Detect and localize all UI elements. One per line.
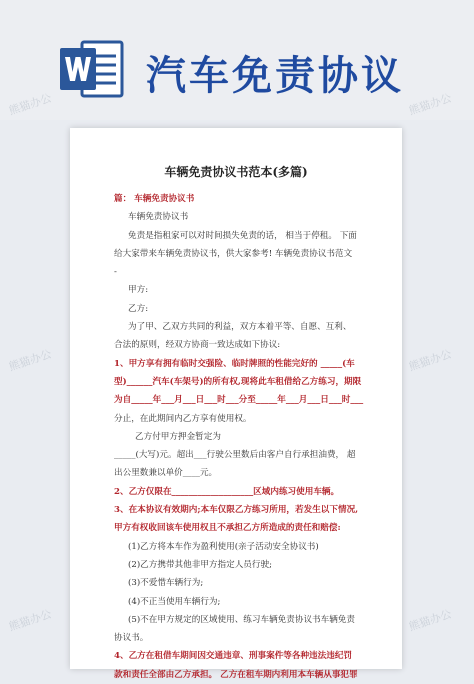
document-body <box>114 190 364 684</box>
document-page <box>70 128 402 680</box>
clause-line: 甲方有权收回该车使用权且不承担乙方所造成的责任和赔偿: <box>114 523 341 534</box>
clause-line: 4、乙方在租借车期间因交通违章、刑事案件等各种违法违纪罚 <box>114 651 353 662</box>
word-document-icon <box>58 40 124 98</box>
watermark: 熊猫办公 <box>407 347 454 374</box>
watermark: 熊猫办公 <box>407 607 454 634</box>
header-banner <box>0 0 474 120</box>
clause-line: 3、在本协议有效期内;本车仅限乙方练习所用，若发生以下情况, <box>114 505 359 516</box>
section-heading: 篇： 车辆免责协议书 <box>114 194 195 204</box>
clause-line: 1、甲方享有拥有临时交强险、临时牌照的性能完好的 _____(车 <box>114 358 355 369</box>
document-title: 车辆免责协议书范本(多篇) <box>164 165 308 179</box>
page-title: 汽车免责协议 <box>146 53 404 99</box>
paragraph-line: 车辆免责协议书 <box>128 212 189 223</box>
watermark: 熊猫办公 <box>407 91 454 118</box>
paragraph-line: 免责是指租家可以对时间损失免责的话， 相当于停租。 下面 <box>128 230 357 241</box>
list-item: (5)不在甲方规定的区域使用、练习车辆免责协议书车辆免责 <box>128 614 356 625</box>
paragraph-line: 合法的原则，经双方协商一致达成如下协议: <box>114 340 281 351</box>
paragraph-line: 为了甲、乙双方共同的利益，双方本着平等、自愿、互利、 <box>128 322 352 333</box>
paragraph-line: _____(大写)元。超出___行驶公里数后由客户自行承担油费， 超 <box>114 450 356 461</box>
party-b-label: 乙方: <box>128 303 149 314</box>
list-item: (3)不爱惜车辆行为; <box>128 578 204 589</box>
list-item: (1)乙方将本车作为盈利使用(亲子活动安全协议书) <box>128 541 319 552</box>
clause-line: 为自_____年___月___日___时___分至_____年___月___日___时___ <box>114 395 364 406</box>
watermark: 熊猫办公 <box>7 91 54 118</box>
list-item: (2)乙方携带其他非甲方指定人员行驶; <box>128 559 272 570</box>
watermark: 熊猫办公 <box>7 607 54 634</box>
paragraph-line: 给大家带来车辆免责协议书，供大家参考! 车辆免责协议书范文 <box>114 248 353 259</box>
clause-line: 2、乙方仅限在___________________区域内练习使用车辆。 <box>114 486 340 497</box>
paragraph-line: 分止，在此期间内乙方享有使用权。 <box>114 413 252 424</box>
paragraph-line: 出公里数兼以单价____元。 <box>114 468 218 479</box>
paragraph-line: 协议书。 <box>114 633 149 644</box>
watermark: 熊猫办公 <box>7 347 54 374</box>
list-item: (4)不正当使用车辆行为; <box>128 596 221 607</box>
clause-line: 型)______汽车(车架号)的所有权,现将此车租借给乙方练习，期限 <box>114 376 362 387</box>
paragraph-line: 乙方付甲方押金暂定为 <box>135 431 221 442</box>
paragraph-line: - <box>114 267 117 278</box>
party-a-label: 甲方: <box>128 285 149 296</box>
clause-line: 款和责任全部由乙方承担。 乙方在租车期内利用本车辆从事犯罪 <box>114 669 358 680</box>
